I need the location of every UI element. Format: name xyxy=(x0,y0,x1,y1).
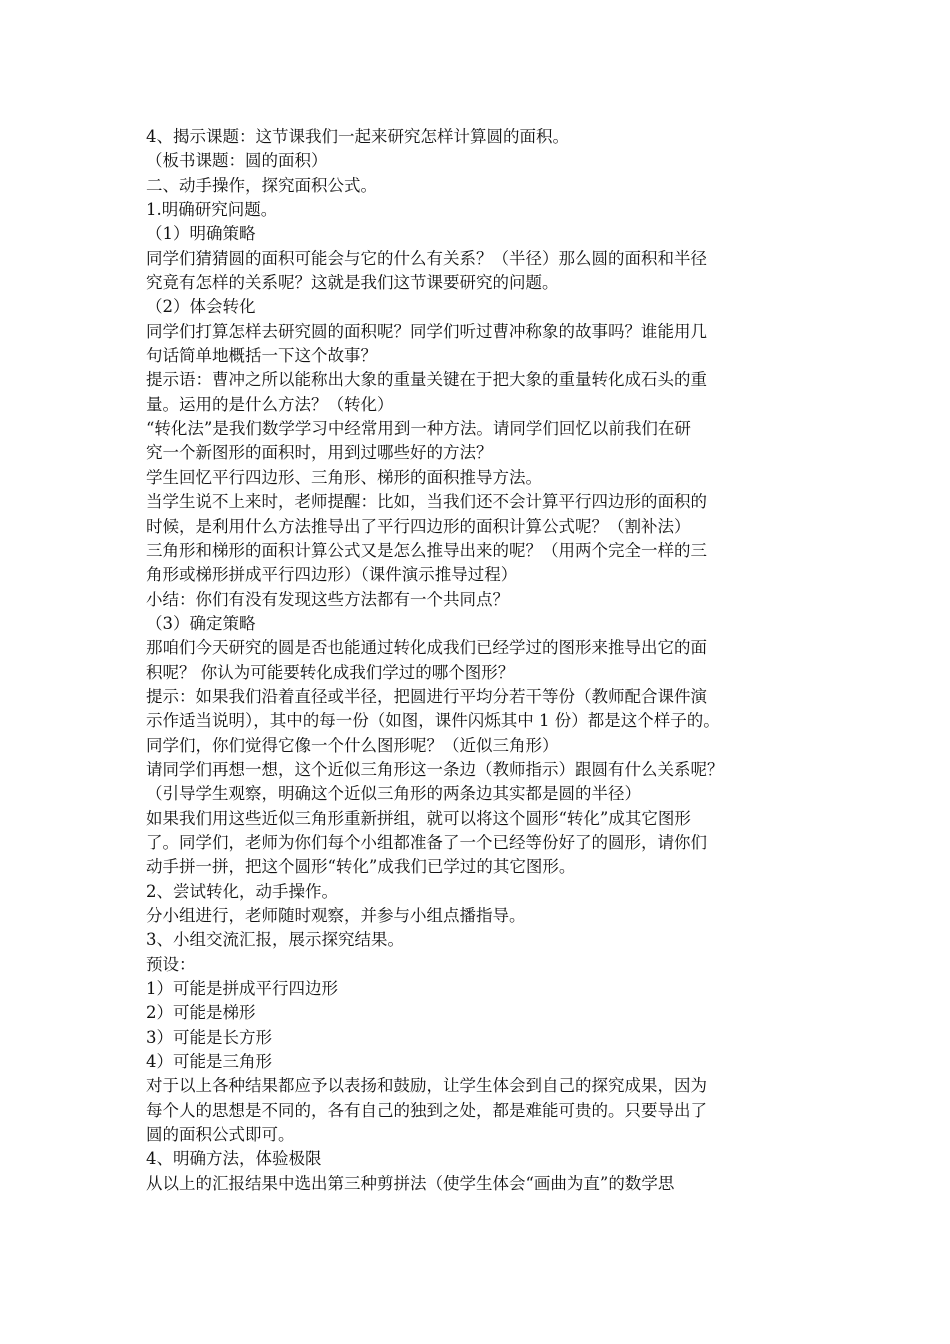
text-line-25: 示作适当说明），其中的每一份（如图，课件闪烁其中 1 份）都是这个样子的。 xyxy=(146,711,720,731)
text-line-8: （2）体会转化 xyxy=(146,297,256,317)
text-line-41: 每个人的思想是不同的，各有自己的独到之处，都是难能可贵的。只要导出了 xyxy=(146,1100,707,1120)
document-page xyxy=(146,125,826,1196)
text-line-39: 4）可能是三角形 xyxy=(146,1052,272,1072)
text-line-15: 学生回忆平行四边形、三角形、梯形的面积推导方法。 xyxy=(146,467,542,487)
text-line-31: 动手拼一拼，把这个圆形“转化”成我们已学过的其它图形。 xyxy=(146,857,576,877)
text-line-13: “转化法”是我们数学学习中经常用到一种方法。请同学们回忆以前我们在研 xyxy=(146,419,691,439)
text-line-6: 同学们猜猜圆的面积可能会与它的什么有关系？（半径）那么圆的面积和半径 xyxy=(146,248,707,268)
text-line-40: 对于以上各种结果都应予以表扬和鼓励，让学生体会到自己的探究成果，因为 xyxy=(146,1076,707,1096)
text-line-2: （板书课题：圆的面积） xyxy=(146,151,328,171)
text-line-27: 请同学们再想一想，这个近似三角形这一条边（教师指示）跟圆有什么关系呢？ xyxy=(146,759,724,779)
text-line-19: 角形或梯形拼成平行四边形）（课件演示推导过程） xyxy=(146,565,518,585)
text-line-23: 积呢？ 你认为可能要转化成我们学过的哪个图形？ xyxy=(146,662,515,682)
text-line-22: 那咱们今天研究的圆是否也能通过转化成我们已经学过的图形来推导出它的面 xyxy=(146,638,707,658)
text-line-42: 圆的面积公式即可。 xyxy=(146,1125,295,1145)
text-line-3: 二、动手操作，探究面积公式。 xyxy=(146,175,377,195)
text-line-17: 时候，是利用什么方法推导出了平行四边形的面积计算公式呢？（割补法） xyxy=(146,516,691,536)
text-line-36: 1）可能是拼成平行四边形 xyxy=(146,979,338,999)
text-line-21: （3）确定策略 xyxy=(146,613,256,633)
text-line-30: 了。同学们，老师为你们每个小组都准备了一个已经等份好了的圆形，请你们 xyxy=(146,832,707,852)
text-line-4: 1.明确研究问题。 xyxy=(146,200,278,220)
text-line-20: 小结：你们有没有发现这些方法都有一个共同点？ xyxy=(146,589,509,609)
text-line-26: 同学们，你们觉得它像一个什么图形呢？（近似三角形） xyxy=(146,735,559,755)
text-line-44: 从以上的汇报结果中选出第三种剪拼法（使学生体会“画曲为直”的数学思 xyxy=(146,1173,675,1193)
text-line-12: 量。运用的是什么方法？（转化） xyxy=(146,394,394,414)
text-line-43: 4、明确方法，体验极限 xyxy=(146,1149,322,1169)
text-line-34: 3、小组交流汇报，展示探究结果。 xyxy=(146,930,404,950)
text-line-9: 同学们打算怎样去研究圆的面积呢？同学们听过曹冲称象的故事吗？谁能用几 xyxy=(146,321,707,341)
text-line-37: 2）可能是梯形 xyxy=(146,1003,256,1023)
text-line-24: 提示：如果我们沿着直径或半径，把圆进行平均分若干等份（教师配合课件演 xyxy=(146,686,707,706)
text-line-10: 句话简单地概括一下这个故事？ xyxy=(146,346,377,366)
text-line-11: 提示语：曹冲之所以能称出大象的重量关键在于把大象的重量转化成石头的重 xyxy=(146,370,707,390)
text-line-14: 究一个新图形的面积时，用到过哪些好的方法？ xyxy=(146,443,493,463)
text-line-1: 4、揭示课题：这节课我们一起来研究怎样计算圆的面积。 xyxy=(146,127,569,146)
text-line-5: （1）明确策略 xyxy=(146,224,256,244)
text-line-33: 分小组进行，老师随时观察，并参与小组点播指导。 xyxy=(146,906,526,925)
text-line-38: 3）可能是长方形 xyxy=(146,1027,272,1047)
text-line-16: 当学生说不上来时，老师提醒：比如，当我们还不会计算平行四边形的面积的 xyxy=(146,492,707,512)
text-line-35: 预设： xyxy=(146,954,196,974)
text-line-29: 如果我们用这些近似三角形重新拼组，就可以将这个圆形“转化”成其它图形 xyxy=(146,808,691,828)
text-line-28: （引导学生观察，明确这个近似三角形的两条边其实都是圆的半径） xyxy=(146,784,641,804)
text-line-32: 2、尝试转化，动手操作。 xyxy=(146,881,338,901)
text-line-18: 三角形和梯形的面积计算公式又是怎么推导出来的呢？（用两个完全一样的三 xyxy=(146,540,707,560)
text-line-7: 究竟有怎样的关系呢？这就是我们这节课要研究的问题。 xyxy=(146,273,559,293)
